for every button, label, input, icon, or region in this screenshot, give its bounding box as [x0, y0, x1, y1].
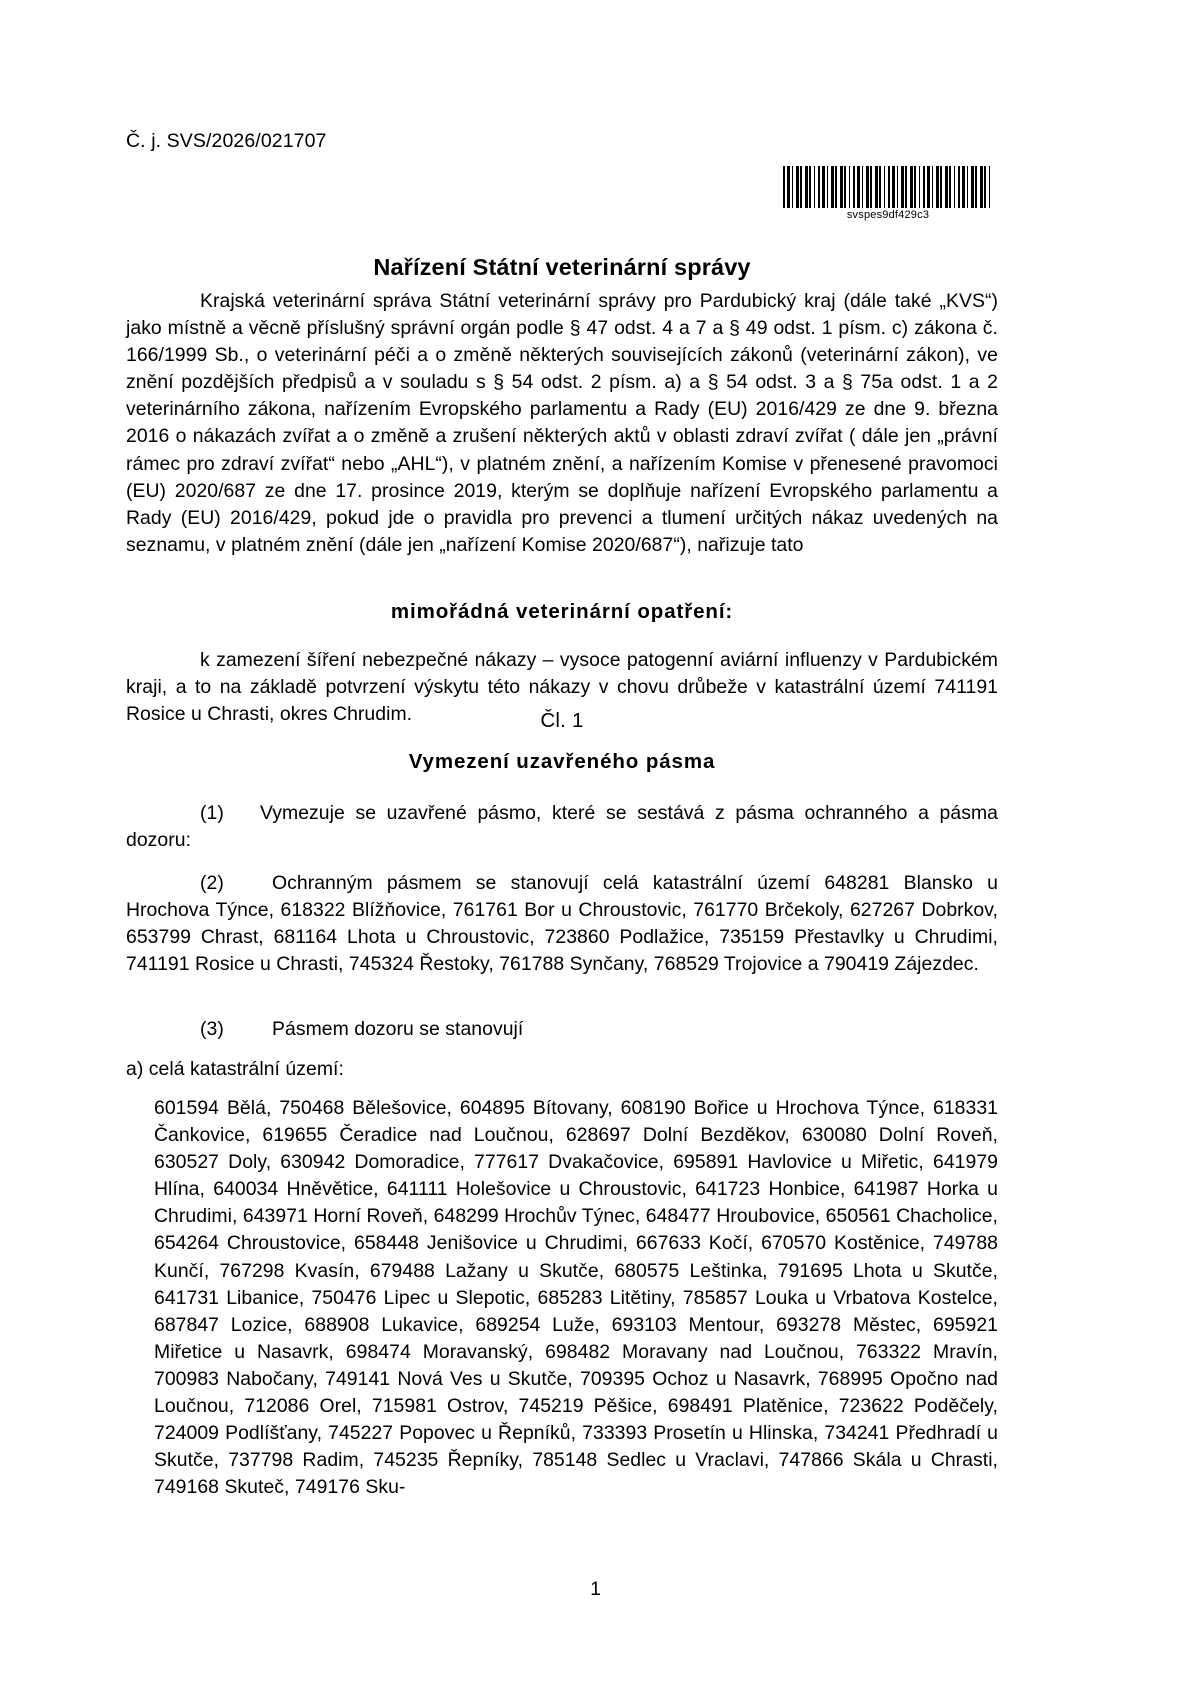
- paragraph-1-number: (1): [200, 802, 224, 824]
- barcode-icon: [783, 166, 993, 208]
- paragraph-2-text: Ochranným pásmem se stanovují celá katastrální území 648281 Blansko u Hrochova Týnce, 618322 Blížňovice, 761761 Bor u Chroustovic, 761770 Brčekoly, 627267 Dobrkov, 653799 Chrast, 681164 Lhota u Chroustovic, 723860 Podlažice, 735159 Přestavlky u Chrudimi, 741191 Rosice u Chrasti, 745324 Řestoky, 761788 Synčany, 768529 Trojovice a 790419 Zájezdec.: [126, 872, 998, 976]
- article-number: Čl. 1: [540, 709, 584, 732]
- paragraph-3-text: Pásmem dozoru se stanovují: [272, 1018, 524, 1040]
- paragraph-1-text: Vymezuje se uzavřené pásmo, které se sestává z pásma ochranného a pásma dozoru:: [126, 802, 998, 852]
- paragraph-3-number: (3): [200, 1018, 224, 1040]
- document-reference-number: Č. j. SVS/2026/021707: [126, 130, 327, 152]
- list-item-a-label: a) celá katastrální území:: [126, 1058, 344, 1080]
- page-number: 1: [590, 1579, 601, 1600]
- measures-heading: mimořádná veterinární opatření:: [390, 600, 734, 623]
- article-heading: Vymezení uzavřeného pásma: [408, 750, 716, 773]
- paragraph-1: [126, 800, 998, 854]
- purpose-paragraph: k zamezení šíření nebezpečné nákazy – vysoce patogenní aviární influenzy v Pardubickém kraji, a to na základě potvrzení výskytu této nákazy v chovu drůbeže v katastrální území 741191 Rosice u Chrasti, okres Chrudim.: [126, 649, 998, 726]
- page-title: Nařízení Státní veterinární správy: [373, 254, 751, 280]
- preamble-paragraph: Krajská veterinární správa Státní veterinární správy pro Pardubický kraj (dále také „KVS“) jako místně a věcně příslušný správní orgán podle § 47 odst. 4 a 7 a § 49 odst. 1 písm. c) zákona č. 166/1999 Sb., o veterinární péči a o změně některých souvisejících zákonů (veterinární zákon), ve znění pozdějších předpisů a v souladu s § 54 odst. 2 písm. a) a § 54 odst. 3 a § 75a odst. 1 a 2 veterinárního zákona, nařízením Evropského parlamentu a Rady (EU) 2016/429 ze dne 9. března 2016 o nákazách zvířat a o změně a zrušení některých aktů v oblasti zdraví zvířat ( dále jen „právní rámec pro zdraví zvířat“ nebo „AHL“), v platném znění, a nařízením Komise v přenesené pravomoci (EU) 2020/687 ze dne 17. prosince 2019, kterým se doplňuje nařízení Evropského parlamentu a Rady (EU) 2016/429, pokud jde o pravidla pro prevenci a tlumení určitých nákaz uvedených na seznamu, v platném znění (dále jen „nařízení Komise 2020/687“), nařizuje tato: [126, 290, 998, 556]
- paragraph-2: [126, 870, 998, 978]
- barcode-block: [778, 166, 998, 222]
- paragraph-2-number: (2): [200, 872, 224, 894]
- barcode-label: svspes9df429c3: [846, 209, 930, 221]
- paragraph-3: [126, 1016, 998, 1043]
- cadastral-area-list: 601594 Bělá, 750468 Bělešovice, 604895 Bítovany, 608190 Bořice u Hrochova Týnce, 618331 Čankovice, 619655 Čeradice nad Loučnou, 628697 Dolní Bezděkov, 630080 Dolní Roveň, 630527 Doly, 630942 Domoradice, 777617 Dvakačovice, 695891 Havlovice u Miřetic, 641979 Hlína, 640034 Hněvětice, 641111 Holešovice u Chroustovic, 641723 Honbice, 641987 Horka u Chrudimi, 643971 Horní Roveň, 648299 Hrochův Týnec, 648477 Hroubovice, 650561 Chacholice, 654264 Chroustovice, 658448 Jenišovice u Chrudimi, 667633 Kočí, 670570 Kostěnice, 749788 Kunčí, 767298 Kvasín, 679488 Lažany u Skutče, 680575 Leštinka, 791695 Lhota u Skutče, 641731 Libanice, 750476 Lipec u Slepotic, 685283 Litětiny, 785857 Louka u Vrbatova Kostelce, 687847 Lozice, 688908 Lukavice, 689254 Luže, 693103 Mentour, 693278 Městec, 695921 Miřetice u Nasavrk, 698474 Moravanský, 698482 Moravany nad Loučnou, 763322 Mravín, 700983 Nabočany, 749141 Nová Ves u Skutče, 709395 Ochoz u Nasavrk, 768995 Opočno nad Loučnou, 712086 Orel, 715981 Ostrov, 745219 Pěšice, 698491 Platěnice, 723622 Poděčely, 724009 Podlíšťany, 745227 Popovec u Řepníků, 733393 Prosetín u Hlinska, 734241 Předhradí u Skutče, 737798 Radim, 745235 Řepníky, 785148 Sedlec u Vraclavi, 747866 Skála u Chrasti, 749168 Skuteč, 749176 Sku-: [154, 1097, 998, 1499]
